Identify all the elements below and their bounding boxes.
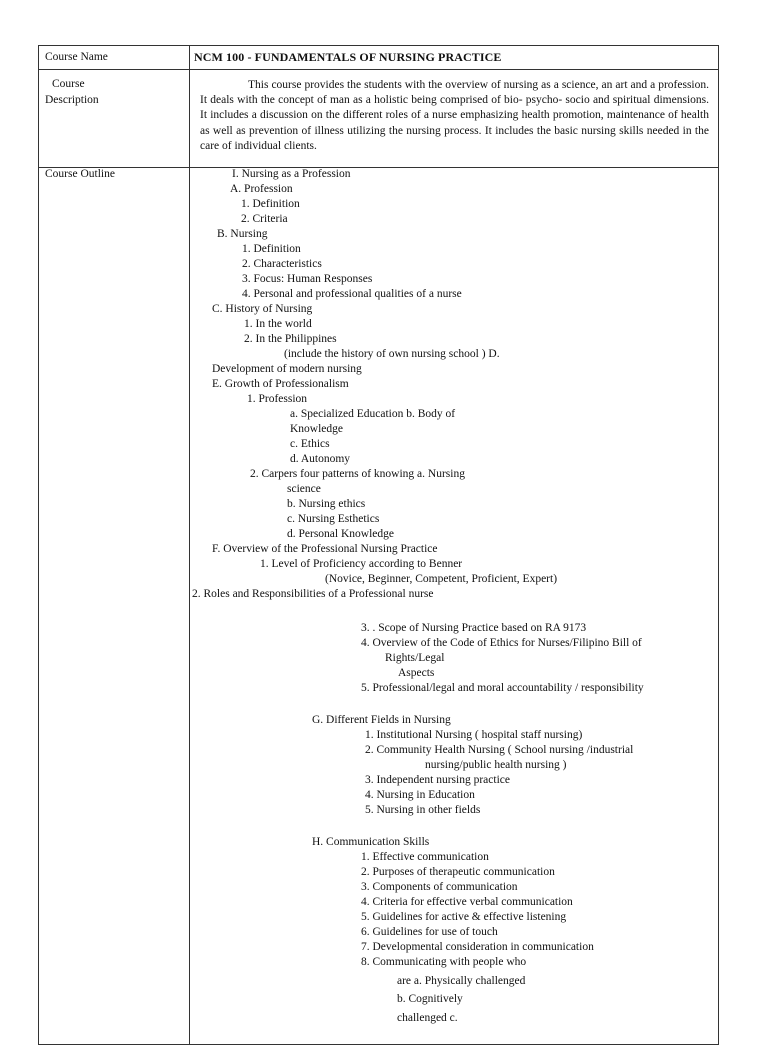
course-description-label-line2: Description [45,94,99,106]
outline-line: c. Ethics [290,438,330,450]
course-description-label-line1: Course [52,78,85,90]
outline-line: 2. In the Philippines [244,333,337,345]
outline-line: 4. Nursing in Education [365,789,475,801]
outline-line: 1. Level of Proficiency according to Benner [260,558,463,570]
outline-line: d. Autonomy [290,453,351,465]
outline-line: 1. Institutional Nursing ( hospital staff nursing) [365,729,583,741]
outline-line: A. Profession [230,183,293,195]
outline-line: Aspects [398,667,435,679]
outline-line: 3. Components of communication [361,881,518,893]
outline-line: 2. Roles and Responsibilities of a Professional nurse [192,588,434,600]
row-divider [39,69,718,70]
outline-line: 1. Definition [241,198,300,210]
outline-line: 7. Developmental consideration in communication [361,941,594,953]
outline-line: c. Nursing Esthetics [287,513,380,525]
outline-line: C. History of Nursing [212,303,313,315]
outline-line: 3. . Scope of Nursing Practice based on RA 9173 [361,622,587,634]
course-description-body: This course provides the students with the overview of nursing as a science, an art and a profession. It deals with the concept of man as a holistic being comprised of bio- psycho- socio and spiritual dimensions. It includes a discussion on the different roles of a nurse emphasizing health promotion, maintenance of health as well as prevention of illness utilizing the nursing process. It includes the basic nursing skills needed in the care of individual clients. [200,79,709,152]
outline-line: science [287,483,321,495]
outline-line: 6. Guidelines for use of touch [361,926,498,938]
outline-line: d. Personal Knowledge [287,528,394,540]
course-table [38,45,719,1045]
outline-line: 1. In the world [244,318,312,330]
outline-line: 4. Personal and professional qualities of a nurse [242,288,462,300]
outline-line: Development of modern nursing [212,363,362,375]
outline-line: H. Communication Skills [312,836,430,848]
outline-line: b. Nursing ethics [287,498,366,510]
course-name-label: Course Name [45,51,108,63]
column-divider [189,46,190,1044]
course-description-text [200,78,709,154]
outline-line: challenged c. [397,1012,458,1024]
outline-line: (include the history of own nursing school ) D. [284,348,500,360]
outline-line: F. Overview of the Professional Nursing Practice [212,543,438,555]
outline-line: Rights/Legal [385,652,445,664]
outline-line: 4. Overview of the Code of Ethics for Nurses/Filipino Bill of [361,637,642,649]
outline-line: 1. Effective communication [361,851,489,863]
outline-line: 2. Purposes of therapeutic communication [361,866,555,878]
outline-line: E. Growth of Professionalism [212,378,349,390]
outline-line: (Novice, Beginner, Competent, Proficient, Expert) [325,573,558,585]
outline-line: nursing/public health nursing ) [425,759,567,771]
outline-line: are a. Physically challenged [397,975,526,987]
outline-line: b. Cognitively [397,993,463,1005]
outline-line: 2. Criteria [241,213,288,225]
outline-line: B. Nursing [217,228,268,240]
outline-line: 1. Definition [242,243,301,255]
outline-line: 2. Community Health Nursing ( School nursing /industrial [365,744,634,756]
outline-line: Knowledge [290,423,344,435]
outline-line: 3. Focus: Human Responses [242,273,373,285]
outline-line: 1. Profession [247,393,308,405]
outline-line: 2. Characteristics [242,258,322,270]
course-outline-label: Course Outline [45,168,115,180]
course-name-value: NCM 100 - FUNDAMENTALS OF NURSING PRACTICE [194,50,502,64]
outline-line: 5. Nursing in other fields [365,804,481,816]
outline-line: G. Different Fields in Nursing [312,714,451,726]
row-divider [39,167,718,168]
outline-line: 8. Communicating with people who [361,956,527,968]
outline-line: 2. Carpers four patterns of knowing a. Nursing [250,468,465,480]
outline-line: a. Specialized Education b. Body of [290,408,456,420]
outline-line: 4. Criteria for effective verbal communication [361,896,573,908]
outline-line: I. Nursing as a Profession [232,168,351,180]
outline-line: 5. Guidelines for active & effective listening [361,911,567,923]
outline-line: 3. Independent nursing practice [365,774,510,786]
outline-line: 5. Professional/legal and moral accountability / responsibility [361,682,644,694]
